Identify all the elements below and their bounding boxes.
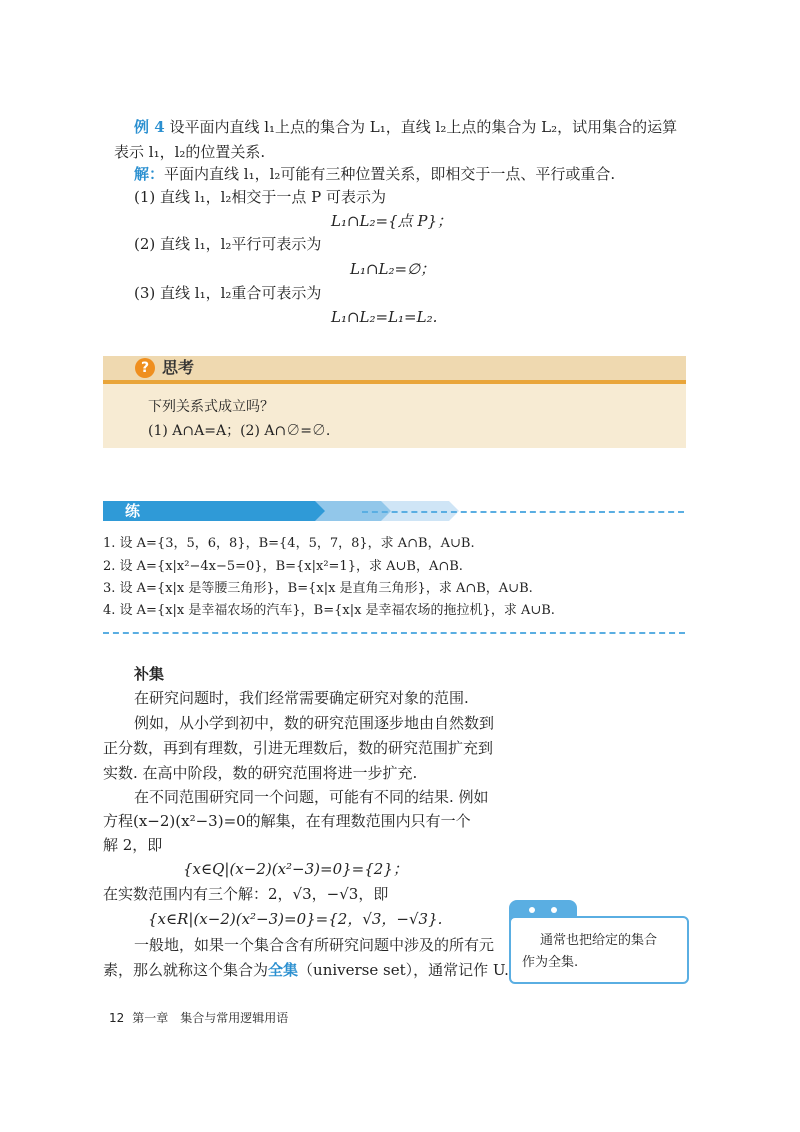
paragraph-line: 在研究问题时，我们经常需要确定研究对象的范围.: [134, 689, 469, 707]
formula-rational: {x∈Q|(x−2)(x²−3)=0}={2}；: [183, 860, 408, 878]
universe-set-term: 全集: [268, 961, 299, 979]
formula-1: L₁∩L₂={点 P}；: [331, 212, 453, 230]
dot-icon: [551, 907, 557, 913]
section-heading: 补集: [134, 665, 165, 683]
think-line-2: (1) A∩A=A；(2) A∩∅=∅.: [148, 423, 331, 439]
paragraph-line: 正分数，再到有理数，引进无理数后，数的研究范围扩充到: [103, 739, 494, 757]
page-footer: [109, 1010, 288, 1026]
side-note-box: [509, 916, 689, 984]
example-label: 例 4: [134, 118, 165, 136]
case-2: (2) 直线 l₁，l₂平行可表示为: [134, 235, 322, 253]
example-line-2: 表示 l₁，l₂的位置关系.: [114, 143, 266, 161]
side-note-line: 通常也把给定的集合: [540, 933, 658, 948]
chapter-title: 第一章 集合与常用逻辑用语: [132, 1011, 289, 1025]
page-number: 12: [109, 1011, 125, 1025]
question-icon: ?: [135, 358, 155, 378]
paragraph-line: 在不同范围研究同一个问题，可能有不同的结果. 例如: [134, 788, 489, 806]
practice-top-divider: [362, 511, 684, 513]
think-line-1: 下列关系式成立吗？: [148, 399, 274, 415]
formula-3: L₁∩L₂=L₁=L₂.: [331, 308, 438, 326]
paragraph-line: 实数. 在高中阶段，数的研究范围将进一步扩充.: [103, 764, 418, 782]
example-text-1: 设平面内直线 l₁上点的集合为 L₁，直线 l₂上点的集合为 L₂，试用集合的运算: [169, 118, 678, 136]
case-3: (3) 直线 l₁，l₂重合可表示为: [134, 284, 322, 302]
solution-line: [134, 164, 615, 184]
formula-real: {x∈R|(x−2)(x²−3)=0}={2，√3，−√3}.: [148, 910, 443, 928]
paragraph-line: [103, 960, 509, 980]
case-1: (1) 直线 l₁，l₂相交于一点 P 可表示为: [134, 188, 387, 206]
think-title: 思考: [162, 358, 195, 377]
paragraph-line: 解 2，即: [103, 836, 163, 854]
practice-title: 练习: [125, 502, 141, 540]
solution-text: 平面内直线 l₁，l₂可能有三种位置关系，即相交于一点、平行或重合.: [164, 165, 616, 183]
side-note-line: 作为全集.: [522, 955, 579, 970]
paragraph-line: 方程(x−2)(x²−3)=0的解集，在有理数范围内只有一个: [103, 812, 471, 830]
formula-2: L₁∩L₂=∅；: [350, 260, 436, 278]
practice-item: 1. 设 A={3，5，6，8}，B={4，5，7，8}，求 A∩B，A∪B.: [103, 536, 475, 551]
paragraph-line: 一般地，如果一个集合含有所研究问题中涉及的所有元: [134, 936, 495, 954]
practice-bottom-divider: [103, 632, 685, 634]
solution-label: 解：: [134, 165, 165, 183]
practice-item: 3. 设 A={x|x 是等腰三角形}，B={x|x 是直角三角形}，求 A∩B，A∪B.: [103, 581, 533, 596]
paragraph-line: 例如，从小学到初中，数的研究范围逐步地由自然数到: [134, 714, 495, 732]
paragraph-line: 在实数范围内有三个解：2，√3，−√3，即: [103, 885, 389, 903]
dot-icon: [529, 907, 535, 913]
paragraph-text: （universe set），通常记作 U.: [298, 961, 509, 979]
practice-item: 4. 设 A={x|x 是幸福农场的汽车}，B={x|x 是幸福农场的拖拉机}，求 A∪B.: [103, 603, 555, 618]
practice-item: 2. 设 A={x|x²−4x−5=0}，B={x|x²=1}，求 A∪B，A∩B.: [103, 559, 463, 574]
example-line-1: [134, 117, 677, 137]
paragraph-text: 素，那么就称这个集合为: [103, 961, 269, 979]
